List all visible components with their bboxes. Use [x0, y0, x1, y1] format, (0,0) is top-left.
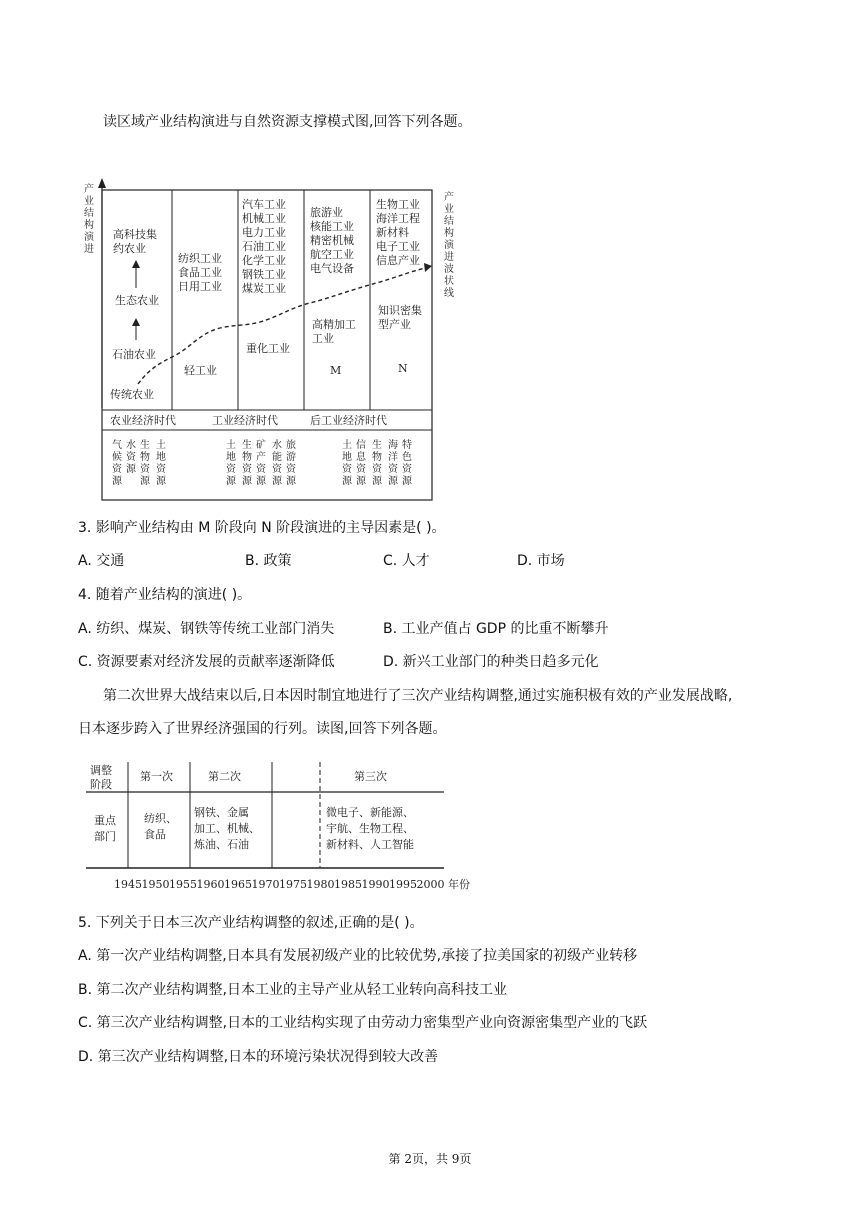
q4-option-b[interactable]: B. 工业产值占 GDP 的比重不断攀升 [383, 621, 609, 637]
year-unit: 年份 [448, 878, 470, 891]
col5-bottom: 知识密集 [378, 304, 422, 317]
wave-line-label: 业 [444, 204, 454, 215]
resource-label: 候 [112, 452, 122, 463]
resource-label: 海 [388, 440, 398, 451]
q3-option-d[interactable]: D. 市场 [517, 553, 565, 569]
q3-option-c[interactable]: C. 人才 [383, 553, 430, 569]
resource-label: 源 [342, 476, 352, 487]
col4-bottom: 高精加工 [312, 318, 356, 331]
resource-label: 资 [256, 464, 266, 475]
intro-paragraph-2-line1: 第二次世界大战结束以后,日本因时制宜地进行了三次产业结构调整,通过实施积极有效的产业发展战略, [103, 688, 733, 704]
resource-label: 资 [372, 464, 382, 475]
header-first: 第一次 [140, 770, 173, 783]
q4-option-c[interactable]: C. 资源要素对经济发展的贡献率逐渐降低 [78, 654, 335, 670]
stage-letter-m: M [330, 364, 342, 377]
col4-item: 电气设备 [310, 262, 354, 275]
resource-label: 资 [156, 464, 166, 475]
row-label: 部门 [94, 830, 116, 843]
resource-label: 物 [242, 452, 252, 463]
q4-stem: 4. 随着产业结构的演进( )。 [78, 587, 252, 603]
resource-label: 游 [286, 452, 296, 463]
col2-item: 纺织工业 [178, 252, 222, 265]
resource-label: 土 [342, 440, 352, 451]
resource-label: 资 [388, 464, 398, 475]
col1-top: 高科技集 [113, 228, 157, 241]
y-axis-label: 进 [84, 244, 94, 255]
second-sector: 加工、机械、 [194, 822, 260, 835]
third-sector: 微电子、新能源、 [326, 806, 414, 819]
resource-label: 旅 [286, 440, 296, 451]
y-axis-label: 演 [84, 232, 94, 243]
q5-option-c[interactable]: C. 第三次产业结构调整,日本的工业结构实现了由劳动力密集型产业向资源密集型产业的飞跃 [78, 1015, 648, 1031]
resource-label: 资 [242, 464, 252, 475]
resource-label: 资 [342, 464, 352, 475]
resource-label: 息 [356, 452, 366, 463]
resource-label: 地 [342, 452, 352, 463]
col3-item: 电力工业 [242, 226, 286, 239]
resource-label: 源 [272, 476, 282, 487]
resource-label: 源 [140, 476, 150, 487]
year-tick: 1980 [306, 878, 335, 891]
wave-line-label: 状 [444, 276, 454, 287]
era-label: 农业经济时代 [110, 414, 176, 427]
y-axis-label: 结 [84, 208, 94, 219]
col5-item: 电子工业 [376, 240, 420, 253]
col3-item: 石油工业 [242, 240, 286, 253]
q5-option-d[interactable]: D. 第三次产业结构调整,日本的环境污染状况得到较大改善 [78, 1049, 439, 1065]
resource-label: 源 [242, 476, 252, 487]
japan-adjustment-figure [84, 760, 484, 892]
q3-stem: 3. 影响产业结构由 M 阶段向 N 阶段演进的主导因素是( )。 [78, 520, 446, 536]
resource-label: 色 [402, 452, 412, 463]
col3-item: 钢铁工业 [242, 268, 286, 281]
col5-item: 新材料 [376, 226, 409, 239]
resource-label: 资 [140, 464, 150, 475]
resource-label: 资 [126, 452, 136, 463]
resource-label: 资 [402, 464, 412, 475]
q3-option-b[interactable]: B. 政策 [245, 553, 292, 569]
wave-line-label: 进 [444, 252, 454, 263]
resource-label: 特 [402, 440, 412, 451]
col4-item: 核能工业 [310, 220, 354, 233]
stage-letter-n: N [398, 362, 408, 375]
resource-label: 资 [272, 464, 282, 475]
resource-label: 能 [272, 452, 282, 463]
col5-item: 海洋工程 [376, 212, 420, 225]
year-tick: 1995 [389, 878, 417, 891]
resource-label: 资 [112, 464, 122, 475]
resource-label: 源 [126, 464, 136, 475]
wave-line-label: 演 [444, 240, 454, 251]
col5-item: 信息产业 [376, 254, 420, 267]
resource-label: 源 [256, 476, 266, 487]
resource-label: 源 [226, 476, 236, 487]
page-footer: 第 2页，共 9页 [388, 1152, 472, 1166]
col1-bottom: 传统农业 [110, 388, 154, 401]
col5-bottom: 型产业 [378, 318, 411, 331]
resource-label: 生 [372, 440, 382, 451]
resource-label: 洋 [388, 452, 398, 463]
resource-label: 生 [140, 440, 150, 451]
wave-line-label: 产 [444, 192, 454, 203]
first-sector: 食品 [144, 828, 166, 841]
resource-label: 水 [126, 440, 136, 451]
resource-label: 水 [272, 440, 282, 451]
wave-line-label: 结 [444, 216, 454, 227]
resource-label: 地 [156, 452, 166, 463]
wave-line-label: 构 [444, 228, 454, 239]
resource-label: 土 [156, 440, 166, 451]
header-second: 第二次 [208, 770, 241, 783]
q5-stem: 5. 下列关于日本三次产业结构调整的叙述,正确的是( )。 [78, 915, 424, 931]
year-tick: 2000 [416, 878, 445, 891]
q4-option-a[interactable]: A. 纺织、煤炭、钢铁等传统工业部门消失 [78, 621, 335, 637]
year-tick: 1955 [169, 878, 197, 891]
year-tick: 1965 [224, 878, 252, 891]
col2-item: 食品工业 [178, 266, 222, 279]
year-tick: 1985 [334, 878, 362, 891]
q5-option-b[interactable]: B. 第二次产业结构调整,日本工业的主导产业从轻工业转向高科技工业 [78, 982, 507, 998]
second-sector: 钢铁、金属 [194, 806, 249, 819]
resource-label: 源 [156, 476, 166, 487]
year-tick: 1960 [196, 878, 225, 891]
q3-option-a[interactable]: A. 交通 [78, 553, 125, 569]
year-tick: 1970 [251, 878, 280, 891]
third-sector: 宇航、生物工程、 [326, 822, 414, 835]
resource-label: 物 [372, 452, 382, 463]
wave-line-label: 波 [444, 264, 454, 275]
wave-line-label: 线 [444, 288, 454, 299]
resource-label: 地 [226, 452, 236, 463]
resource-label: 源 [112, 476, 122, 487]
year-tick: 1945 [114, 878, 142, 891]
third-sector: 新材料、人工智能 [326, 838, 414, 851]
header-stage: 阶段 [90, 778, 112, 791]
resource-label: 生 [242, 440, 252, 451]
resource-label: 资 [226, 464, 236, 475]
year-tick: 1990 [361, 878, 390, 891]
industry-evolution-figure [80, 178, 460, 508]
resource-label: 气 [112, 440, 122, 451]
col3-item: 汽车工业 [242, 198, 286, 211]
resource-label: 产 [256, 452, 266, 463]
col5-item: 生物工业 [376, 198, 420, 211]
y-axis-label: 业 [84, 196, 94, 207]
y-axis-label: 产 [84, 184, 94, 195]
resource-label: 源 [372, 476, 382, 487]
resource-label: 源 [402, 476, 412, 487]
col4-item: 航空工业 [310, 248, 354, 261]
resource-label: 矿 [256, 440, 266, 451]
header-third: 第三次 [354, 770, 387, 783]
q5-option-a[interactable]: A. 第一次产业结构调整,日本具有发展初级产业的比较优势,承接了拉美国家的初级产业转移 [78, 948, 638, 964]
second-sector: 炼油、石油 [194, 838, 249, 851]
resource-label: 土 [226, 440, 236, 451]
era-label: 工业经济时代 [212, 414, 278, 427]
resource-label: 资 [356, 464, 366, 475]
intro-paragraph-2-line2: 日本逐步跨入了世界经济强国的行列。读图,回答下列各题。 [78, 721, 447, 737]
col1-low: 石油农业 [112, 348, 156, 361]
header-stage: 调整 [90, 764, 112, 777]
col4-item: 旅游业 [310, 206, 343, 219]
era-label: 后工业经济时代 [310, 414, 387, 427]
col1-mid: 生态农业 [115, 294, 159, 307]
col2-bottom: 轻工业 [184, 364, 217, 377]
col3-item: 机械工业 [242, 212, 286, 225]
col3-item: 化学工业 [242, 254, 286, 267]
resource-label: 物 [140, 452, 150, 463]
col1-top: 约农业 [113, 242, 146, 255]
resource-label: 信 [356, 440, 366, 451]
q4-option-d[interactable]: D. 新兴工业部门的种类日趋多元化 [383, 654, 599, 670]
year-tick: 1975 [279, 878, 307, 891]
year-tick: 1950 [141, 878, 170, 891]
resource-label: 源 [286, 476, 296, 487]
first-sector: 纺织、 [144, 812, 177, 825]
resource-label: 源 [356, 476, 366, 487]
resource-label: 资 [286, 464, 296, 475]
col3-item: 煤炭工业 [242, 282, 286, 295]
col2-item: 日用工业 [178, 280, 222, 293]
col4-bottom: 工业 [312, 332, 334, 345]
col3-bottom: 重化工业 [246, 342, 290, 355]
col4-item: 精密机械 [310, 234, 354, 247]
row-label: 重点 [94, 814, 116, 827]
intro-paragraph-1: 读区域产业结构演进与自然资源支撑模式图,回答下列各题。 [103, 114, 472, 130]
resource-label: 源 [388, 476, 398, 487]
y-axis-label: 构 [84, 220, 94, 231]
